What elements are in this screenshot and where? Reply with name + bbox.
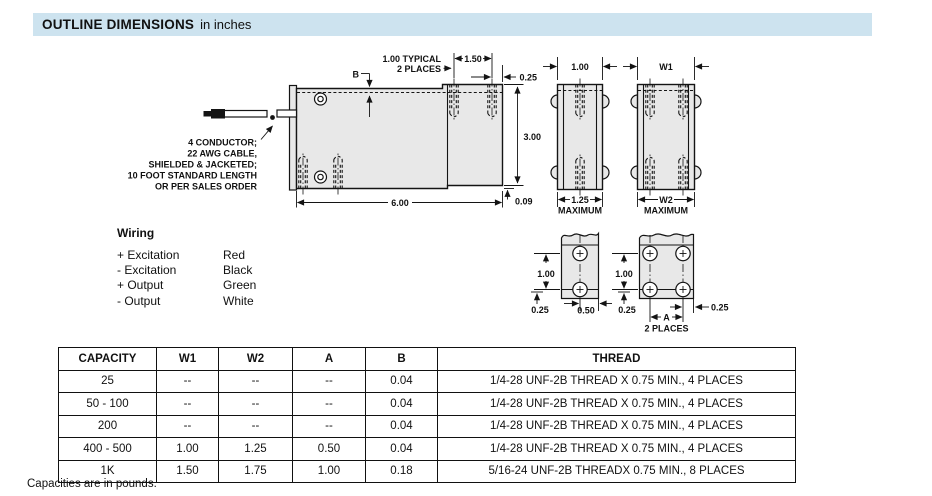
table-row: 1K 1.50 1.75 1.00 0.18 5/16-24 UNF-2B THREADX 0.75 MIN., 8 PLACES xyxy=(59,460,796,483)
wiring-row: - Excitation Black xyxy=(117,263,253,278)
svg-text:OR PER SALES ORDER: OR PER SALES ORDER xyxy=(154,181,257,192)
table-footnote: Capacities are in pounds. xyxy=(27,478,157,490)
col-a: A xyxy=(293,348,366,371)
dim-label-050: 0.50 xyxy=(577,305,595,316)
dim-label-places2-top: 2 PLACES xyxy=(396,64,441,74)
svg-text:10 FOOT STANDARD LENGTH: 10 FOOT STANDARD LENGTH xyxy=(127,170,257,181)
wiring-row: + Output Green xyxy=(117,278,257,293)
svg-text:22 AWG CABLE,: 22 AWG CABLE, xyxy=(187,148,257,159)
table-row: 400 - 500 1.00 1.25 0.50 0.04 1/4-28 UNF-2B THREAD X 0.75 MIN., 4 PLACES xyxy=(59,438,796,461)
dim-label-025-top: 0.25 xyxy=(519,72,538,83)
col-thread: THREAD xyxy=(438,348,796,371)
dim-label-100-bottom1: 1.00 xyxy=(537,269,555,279)
col-w1: W1 xyxy=(157,348,219,371)
wiring-row: + Excitation Red xyxy=(117,248,246,262)
dim-label-a: A xyxy=(663,312,670,323)
dim-label-600: 6.00 xyxy=(391,198,409,208)
cable xyxy=(204,109,297,120)
section-subtitle: in inches xyxy=(200,17,252,32)
dim-label-maximum-1: MAXIMUM xyxy=(558,205,602,216)
wiring-legend xyxy=(117,226,256,309)
bottom-view-wide xyxy=(612,234,729,334)
dim-label-150: 1.50 xyxy=(464,53,482,64)
table-row: 200 -- -- -- 0.04 1/4-28 UNF-2B THREAD X 0.75 MIN., 4 PLACES xyxy=(59,415,796,438)
table-row: 25 -- -- -- 0.04 1/4-28 UNF-2B THREAD X 0.75 MIN., 4 PLACES xyxy=(59,370,796,393)
dim-label-b: B xyxy=(352,69,359,80)
bottom-view-narrow xyxy=(531,234,612,316)
dimensions-table xyxy=(58,347,796,483)
dim-label-typical: 1.00 TYPICAL xyxy=(382,54,441,64)
svg-text:4 CONDUCTOR;: 4 CONDUCTOR; xyxy=(188,137,257,148)
table-row: 50 - 100 -- -- -- 0.04 1/4-28 UNF-2B THREAD X 0.75 MIN., 4 PLACES xyxy=(59,393,796,416)
end-view-wide xyxy=(623,57,709,216)
dim-label-w1: W1 xyxy=(659,62,673,72)
section-title: OUTLINE DIMENSIONS xyxy=(42,17,195,32)
cable-note xyxy=(128,126,273,192)
dim-label-125: 1.25 xyxy=(571,195,589,205)
col-w2: W2 xyxy=(219,348,293,371)
table-header-row xyxy=(59,348,796,371)
dim-label-025-bottom1: 0.25 xyxy=(531,305,549,315)
wiring-title: Wiring xyxy=(117,226,155,240)
dim-label-100-bottom2: 1.00 xyxy=(615,269,633,279)
svg-text:SHIELDED & JACKETED;: SHIELDED & JACKETED; xyxy=(148,159,257,170)
dim-label-009: 0.09 xyxy=(515,196,533,207)
col-b: B xyxy=(366,348,438,371)
wiring-row: - Output White xyxy=(117,293,254,308)
dim-label-100-end: 1.00 xyxy=(571,62,589,72)
end-view-narrow xyxy=(543,57,617,216)
dim-label-maximum-2: MAXIMUM xyxy=(644,205,688,216)
dim-label-025-right: 0.25 xyxy=(711,302,729,313)
dim-label-025-bottom2: 0.25 xyxy=(618,305,636,315)
dim-label-w2: W2 xyxy=(659,195,673,205)
col-capacity: CAPACITY xyxy=(59,348,157,371)
dim-label-300: 3.00 xyxy=(523,132,542,142)
dim-label-places2-bottom: 2 PLACES xyxy=(644,323,689,334)
